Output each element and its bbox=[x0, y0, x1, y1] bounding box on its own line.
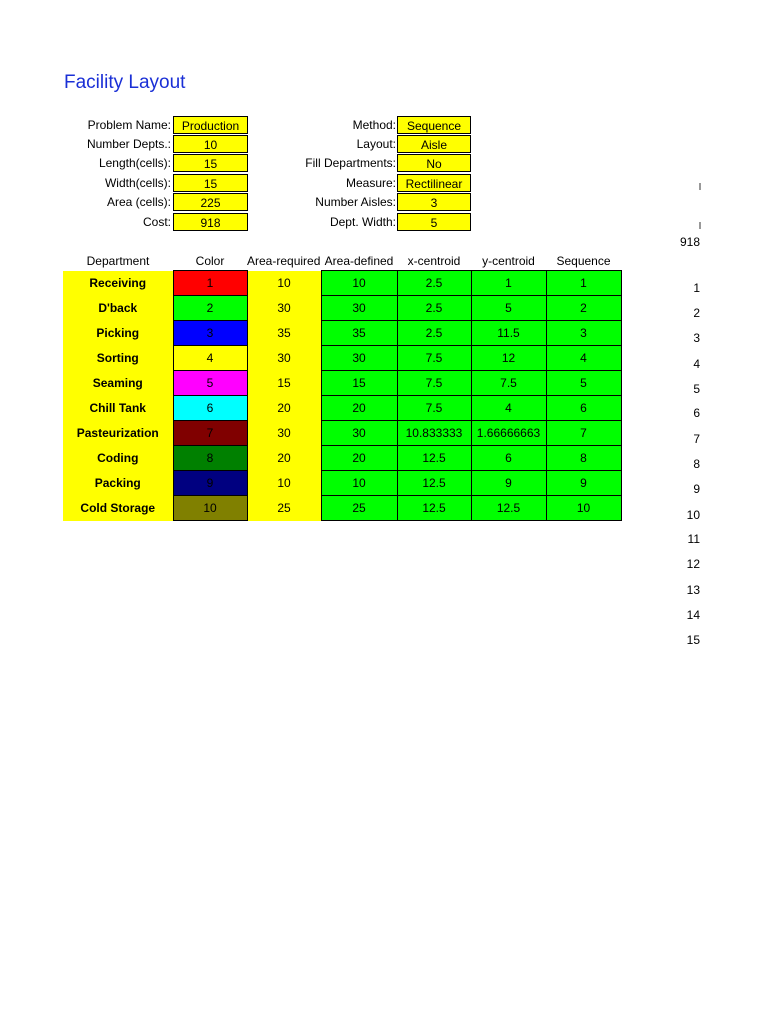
param-label-area: Area (cells): bbox=[106, 195, 171, 209]
dept-y-centroid-cell[interactable]: 7.5 bbox=[471, 371, 546, 396]
dept-area-defined-cell[interactable]: 30 bbox=[321, 346, 397, 371]
side-row-number: 10 bbox=[686, 508, 700, 522]
dept-name-cell[interactable]: Chill Tank bbox=[63, 396, 173, 421]
table-row bbox=[63, 421, 621, 446]
dept-color-cell[interactable]: 10 bbox=[173, 496, 247, 521]
dept-x-centroid-cell[interactable]: 7.5 bbox=[397, 346, 471, 371]
dept-sequence-cell[interactable]: 8 bbox=[546, 446, 621, 471]
side-row-number: 5 bbox=[693, 382, 700, 396]
param-value-layout[interactable]: Aisle bbox=[397, 135, 471, 153]
dept-y-centroid-cell[interactable]: 1 bbox=[471, 271, 546, 296]
dept-y-centroid-cell[interactable]: 9 bbox=[471, 471, 546, 496]
dept-area-defined-cell[interactable]: 25 bbox=[321, 496, 397, 521]
page-title: Facility Layout bbox=[64, 72, 186, 93]
dept-area-required-cell[interactable]: 35 bbox=[247, 321, 321, 346]
side-row-number: 13 bbox=[686, 583, 700, 597]
dept-sequence-cell[interactable]: 6 bbox=[546, 396, 621, 421]
param-label-fill-departments: Fill Departments: bbox=[305, 156, 396, 170]
dept-area-defined-cell[interactable]: 35 bbox=[321, 321, 397, 346]
dept-name-cell[interactable]: D'back bbox=[63, 296, 173, 321]
dept-area-required-cell[interactable]: 15 bbox=[247, 371, 321, 396]
dept-color-cell[interactable]: 9 bbox=[173, 471, 247, 496]
dept-y-centroid-cell[interactable]: 4 bbox=[471, 396, 546, 421]
dept-y-centroid-cell[interactable]: 11.5 bbox=[471, 321, 546, 346]
param-label-number-depts: Number Depts.: bbox=[86, 137, 171, 151]
param-value-measure[interactable]: Rectilinear bbox=[397, 174, 471, 192]
dept-area-required-cell[interactable]: 25 bbox=[247, 496, 321, 521]
table-row bbox=[63, 471, 621, 496]
side-row-number: 2 bbox=[693, 306, 700, 320]
param-label-method: Method: bbox=[352, 118, 396, 132]
table-row bbox=[63, 446, 621, 471]
dept-color-cell[interactable]: 8 bbox=[173, 446, 247, 471]
dept-y-centroid-cell[interactable]: 5 bbox=[471, 296, 546, 321]
header-x-centroid: x-centroid bbox=[407, 254, 461, 268]
param-label-measure: Measure: bbox=[345, 176, 396, 190]
side-row-number: 4 bbox=[693, 357, 700, 371]
param-value-dept-width[interactable]: 5 bbox=[397, 213, 471, 231]
param-value-width[interactable]: 15 bbox=[173, 174, 248, 192]
side-row-number: 15 bbox=[686, 633, 700, 647]
table-row bbox=[63, 396, 621, 421]
dept-y-centroid-cell[interactable]: 12.5 bbox=[471, 496, 546, 521]
dept-area-required-cell[interactable]: 30 bbox=[247, 296, 321, 321]
header-department: Department bbox=[86, 254, 150, 268]
dept-area-defined-cell[interactable]: 10 bbox=[321, 271, 397, 296]
dept-area-required-cell[interactable]: 30 bbox=[247, 346, 321, 371]
dept-sequence-cell[interactable]: 5 bbox=[546, 371, 621, 396]
dept-color-cell[interactable]: 1 bbox=[173, 271, 247, 296]
dept-sequence-cell[interactable]: 3 bbox=[546, 321, 621, 346]
header-y-centroid: y-centroid bbox=[482, 254, 535, 268]
param-label-layout: Layout: bbox=[356, 137, 396, 151]
dept-sequence-cell[interactable]: 2 bbox=[546, 296, 621, 321]
dept-x-centroid-cell[interactable]: 12.5 bbox=[397, 471, 471, 496]
side-row-number: 14 bbox=[686, 608, 700, 622]
dept-name-cell[interactable]: Cold Storage bbox=[63, 496, 173, 521]
param-label-dept-width: Dept. Width: bbox=[329, 215, 396, 229]
dept-area-required-cell[interactable]: 30 bbox=[247, 421, 321, 446]
side-row-number: 3 bbox=[693, 331, 700, 345]
param-label-length: Length(cells): bbox=[98, 156, 171, 170]
header-area-required: Area-required bbox=[247, 254, 321, 268]
dept-name-cell[interactable]: Packing bbox=[63, 471, 173, 496]
dept-y-centroid-cell[interactable]: 12 bbox=[471, 346, 546, 371]
departments-table bbox=[63, 270, 622, 521]
param-value-fill-departments[interactable]: No bbox=[397, 154, 471, 172]
dept-area-defined-cell[interactable]: 10 bbox=[321, 471, 397, 496]
param-value-number-aisles[interactable]: 3 bbox=[397, 193, 471, 211]
dept-x-centroid-cell[interactable]: 7.5 bbox=[397, 396, 471, 421]
param-value-problem-name[interactable]: Production bbox=[173, 116, 248, 134]
dept-name-cell[interactable]: Pasteurization bbox=[63, 421, 173, 446]
cell-edge-mark bbox=[699, 183, 701, 190]
dept-name-cell[interactable]: Coding bbox=[63, 446, 173, 471]
dept-x-centroid-cell[interactable]: 7.5 bbox=[397, 371, 471, 396]
dept-x-centroid-cell[interactable]: 2.5 bbox=[397, 321, 471, 346]
param-label-problem-name: Problem Name: bbox=[87, 118, 171, 132]
dept-x-centroid-cell[interactable]: 2.5 bbox=[397, 296, 471, 321]
side-row-number: 8 bbox=[693, 457, 700, 471]
dept-sequence-cell[interactable]: 10 bbox=[546, 496, 621, 521]
dept-color-cell[interactable]: 7 bbox=[173, 421, 247, 446]
dept-x-centroid-cell[interactable]: 10.833333 bbox=[397, 421, 471, 446]
param-value-length[interactable]: 15 bbox=[173, 154, 248, 172]
param-label-number-aisles: Number Aisles: bbox=[315, 195, 396, 209]
param-value-number-depts[interactable]: 10 bbox=[173, 135, 248, 153]
header-area-defined: Area-defined bbox=[324, 254, 394, 268]
dept-x-centroid-cell[interactable]: 12.5 bbox=[397, 446, 471, 471]
dept-x-centroid-cell[interactable]: 12.5 bbox=[397, 496, 471, 521]
dept-y-centroid-cell[interactable]: 6 bbox=[471, 446, 546, 471]
dept-name-cell[interactable]: Seaming bbox=[63, 371, 173, 396]
dept-color-cell[interactable]: 2 bbox=[173, 296, 247, 321]
dept-area-defined-cell[interactable]: 30 bbox=[321, 296, 397, 321]
side-row-number: 9 bbox=[693, 482, 700, 496]
dept-area-required-cell[interactable]: 20 bbox=[247, 396, 321, 421]
dept-sequence-cell[interactable]: 9 bbox=[546, 471, 621, 496]
dept-name-cell[interactable]: Sorting bbox=[63, 346, 173, 371]
side-cost-value: 918 bbox=[679, 235, 700, 249]
side-row-number: 7 bbox=[693, 432, 700, 446]
param-label-width: Width(cells): bbox=[104, 176, 171, 190]
dept-area-defined-cell[interactable]: 20 bbox=[321, 396, 397, 421]
dept-sequence-cell[interactable]: 1 bbox=[546, 271, 621, 296]
table-row bbox=[63, 321, 621, 346]
table-row bbox=[63, 296, 621, 321]
side-row-number: 12 bbox=[686, 557, 700, 571]
table-row bbox=[63, 496, 621, 521]
header-sequence: Sequence bbox=[556, 254, 611, 268]
table-row bbox=[63, 371, 621, 396]
dept-y-centroid-cell[interactable]: 1.66666663 bbox=[471, 421, 546, 446]
dept-area-defined-cell[interactable]: 20 bbox=[321, 446, 397, 471]
dept-color-cell[interactable]: 4 bbox=[173, 346, 247, 371]
dept-sequence-cell[interactable]: 7 bbox=[546, 421, 621, 446]
dept-area-required-cell[interactable]: 10 bbox=[247, 271, 321, 296]
param-value-cost[interactable]: 918 bbox=[173, 213, 248, 231]
dept-color-cell[interactable]: 6 bbox=[173, 396, 247, 421]
dept-name-cell[interactable]: Picking bbox=[63, 321, 173, 346]
cell-edge-mark bbox=[699, 222, 701, 229]
table-row bbox=[63, 346, 621, 371]
param-value-area[interactable]: 225 bbox=[173, 193, 248, 211]
dept-sequence-cell[interactable]: 4 bbox=[546, 346, 621, 371]
side-row-number: 1 bbox=[693, 281, 700, 295]
dept-area-required-cell[interactable]: 10 bbox=[247, 471, 321, 496]
dept-color-cell[interactable]: 3 bbox=[173, 321, 247, 346]
dept-area-defined-cell[interactable]: 30 bbox=[321, 421, 397, 446]
dept-area-defined-cell[interactable]: 15 bbox=[321, 371, 397, 396]
side-row-number: 11 bbox=[687, 532, 700, 546]
param-value-method[interactable]: Sequence bbox=[397, 116, 471, 134]
dept-name-cell[interactable]: Receiving bbox=[63, 271, 173, 296]
side-row-number: 6 bbox=[693, 406, 700, 420]
param-label-cost: Cost: bbox=[142, 215, 171, 229]
table-row bbox=[63, 271, 621, 296]
header-color: Color bbox=[195, 254, 225, 268]
dept-area-required-cell[interactable]: 20 bbox=[247, 446, 321, 471]
dept-color-cell[interactable]: 5 bbox=[173, 371, 247, 396]
dept-x-centroid-cell[interactable]: 2.5 bbox=[397, 271, 471, 296]
